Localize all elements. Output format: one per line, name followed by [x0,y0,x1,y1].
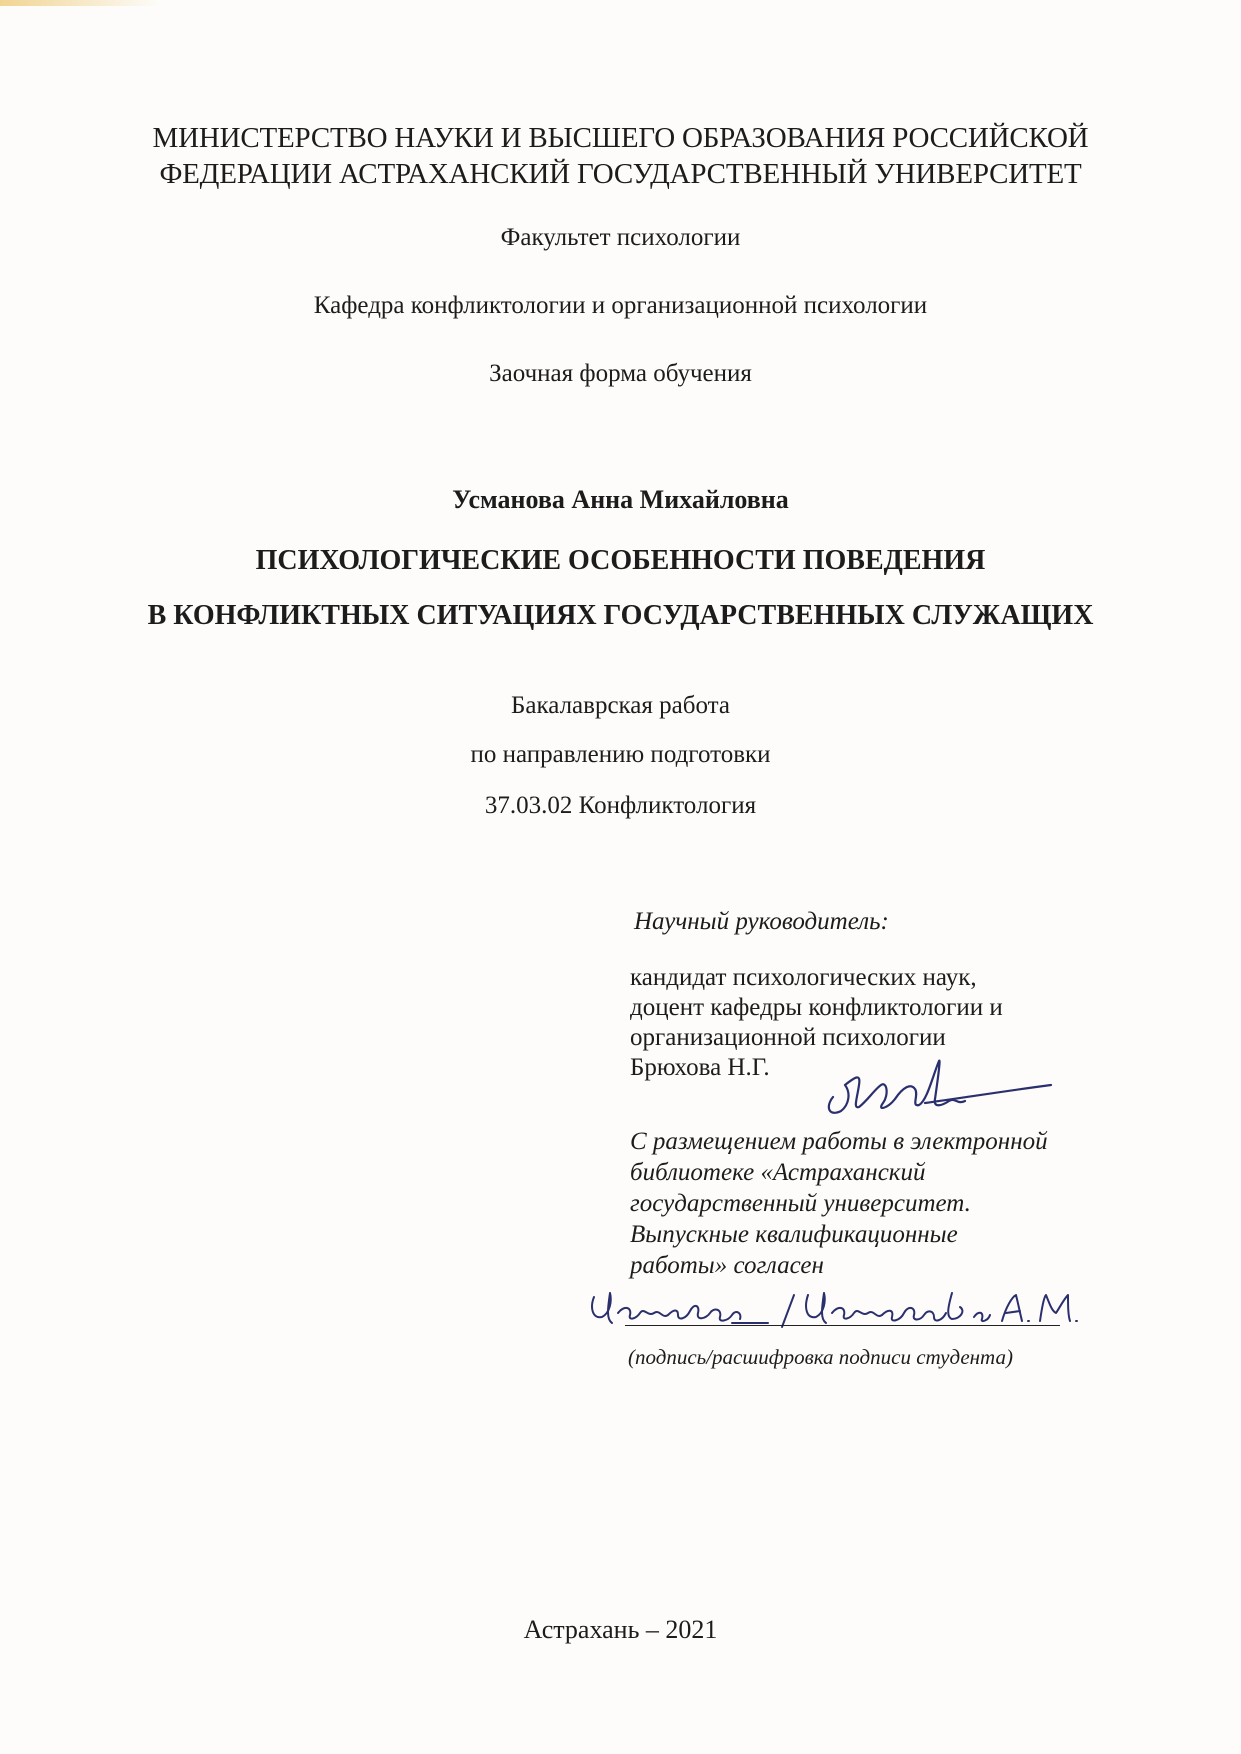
scan-edge-mark [0,0,160,6]
consent-block [630,1126,1048,1281]
thesis-title-line-2: В КОНФЛИКТНЫХ СИТУАЦИЯХ ГОСУДАРСТВЕННЫХ СЛУЖАЩИХ [147,600,1094,631]
signature-caption: (подпись/расшифровка подписи студента) [628,1345,1013,1369]
author-name: Усманова Анна Михайловна [452,485,789,514]
study-form: Заочная форма обучения [489,360,752,387]
thesis-title [0,533,1241,643]
program: 37.03.02 Конфликтология [484,792,757,819]
ministry-heading [0,120,1241,192]
consent-line-5: работы» согласен [630,1252,824,1279]
signature-line [625,1325,1060,1326]
department: Кафедра конфликтологии и организационной психологии [313,292,928,319]
supervisor-signature [815,1055,1055,1125]
work-type: Бакалаврская работа [511,692,730,719]
supervisor-line-1: кандидат психологических наук, [630,964,977,991]
consent-line-4: Выпускные квалификационные [630,1221,958,1248]
ministry-line-1: МИНИСТЕРСТВО НАУКИ И ВЫСШЕГО ОБРАЗОВАНИЯ РОССИЙСКОЙ [152,122,1089,154]
supervisor-line-3: организационной психологии [630,1024,946,1051]
consent-line-2: библиотеке «Астраханский [630,1159,926,1186]
city-year: Астрахань – 2021 [523,1615,718,1644]
supervisor-label: Научный руководитель: [634,908,889,935]
consent-line-3: государственный университет. [630,1190,971,1217]
direction: по направлению подготовки [470,741,771,768]
thesis-title-line-1: ПСИХОЛОГИЧЕСКИЕ ОСОБЕННОСТИ ПОВЕДЕНИЯ [255,545,986,576]
supervisor-line-2: доцент кафедры конфликтологии и [630,994,1003,1021]
ministry-line-2: ФЕДЕРАЦИИ АСТРАХАНСКИЙ ГОСУДАРСТВЕННЫЙ УНИВЕРСИТЕТ [159,158,1082,190]
consent-line-1: С размещением работы в электронной [630,1128,1048,1155]
faculty: Факультет психологии [500,224,741,251]
supervisor-name: Брюхова Н.Г. [630,1054,770,1081]
